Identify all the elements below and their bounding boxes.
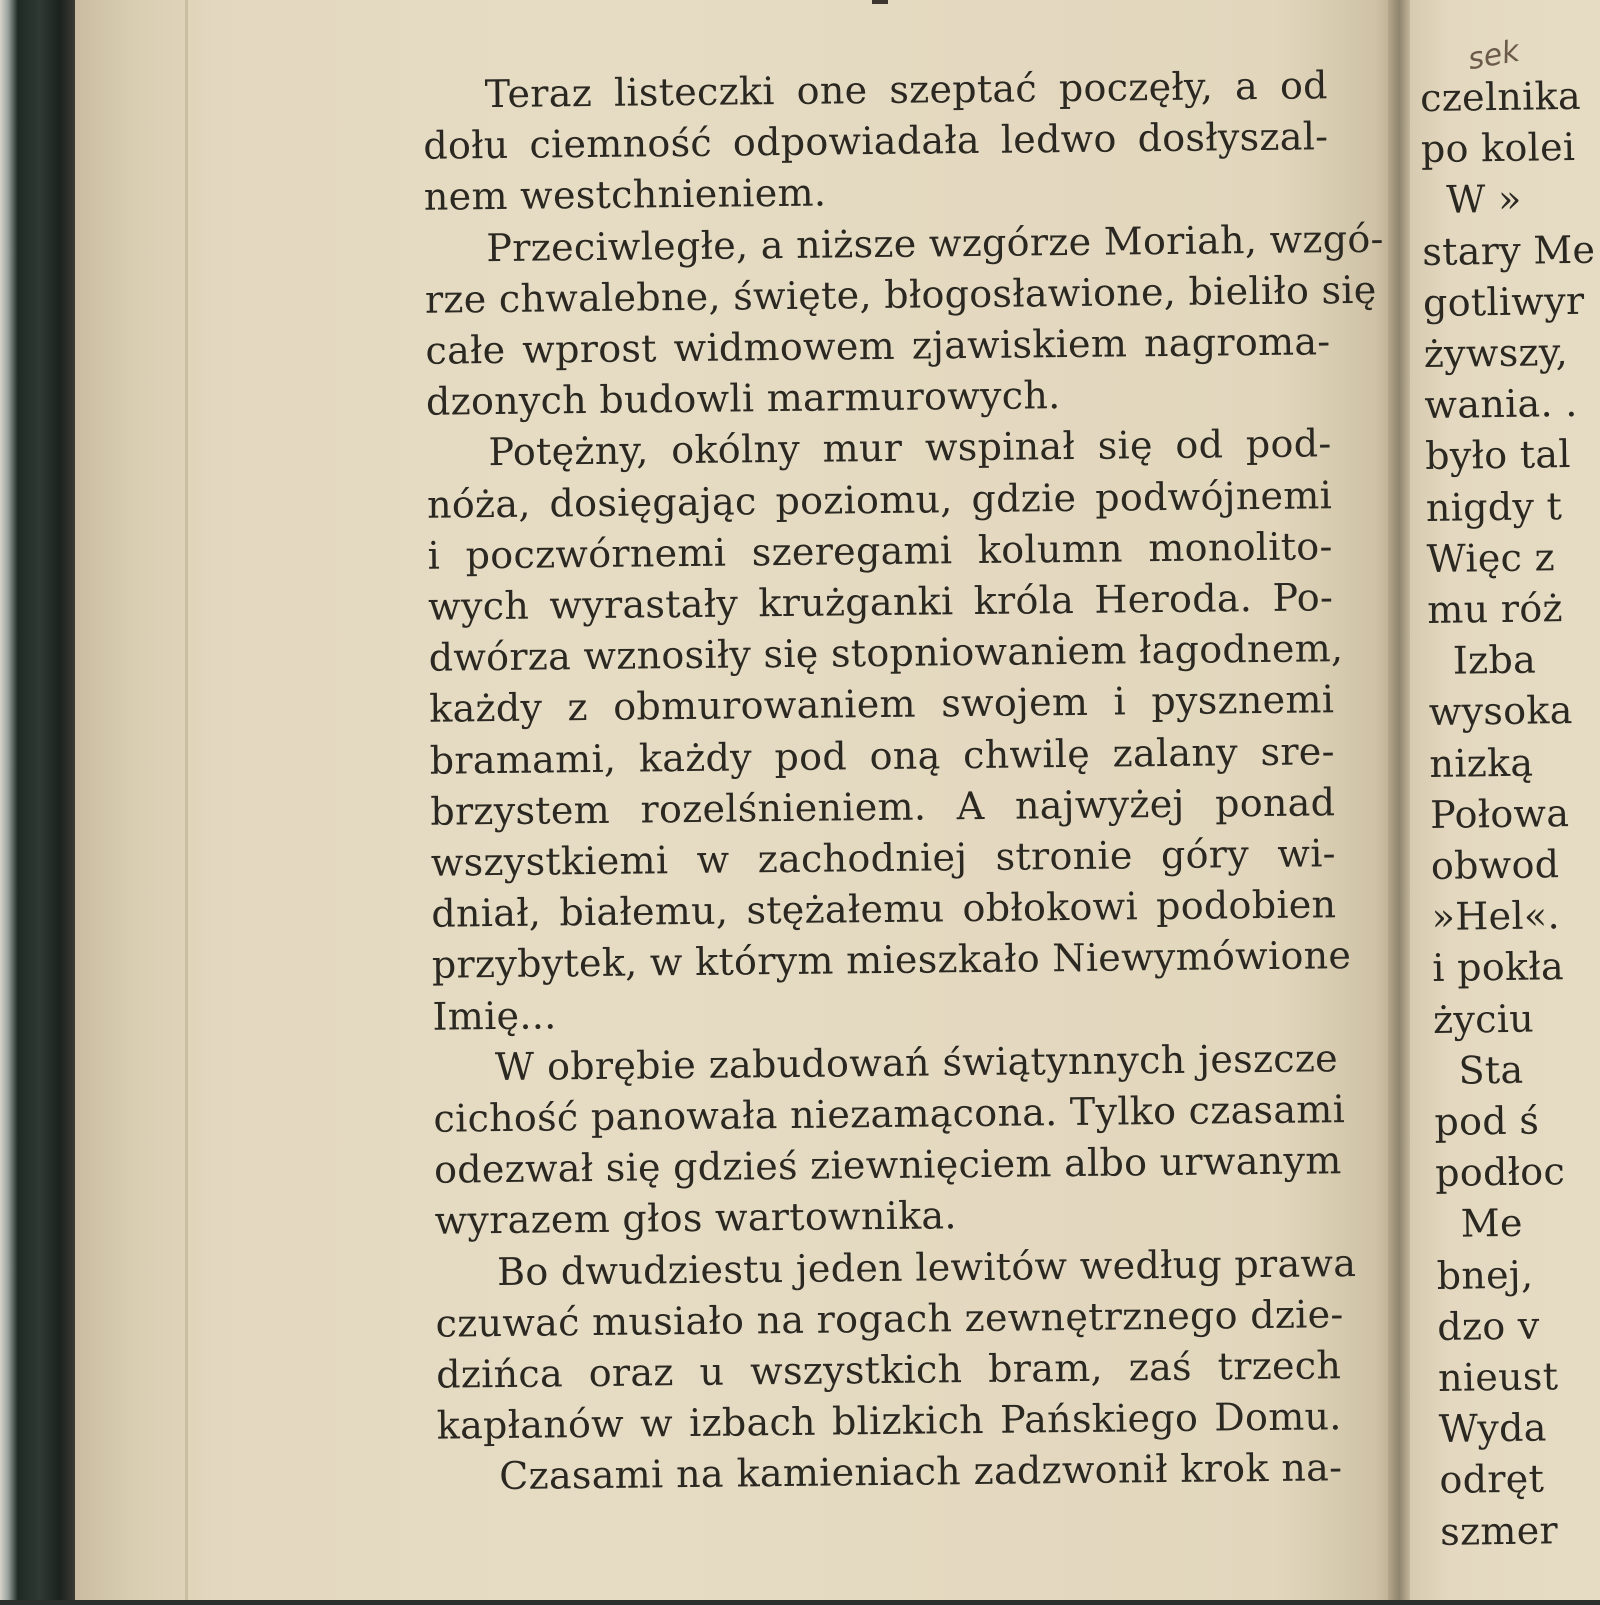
text-line: brzystem rozelśnieniem. A najwyżej ponad: [430, 780, 1336, 834]
text-line: bramami, każdy pod oną chwilę zalany sre-: [429, 728, 1335, 783]
text-line: kapłanów w izbach blizkich Pańskiego Domu.: [436, 1394, 1342, 1448]
handwritten-note: sek: [1465, 33, 1523, 78]
text-line: nóża, dosięgając poziomu, gdzie podwójnemi: [426, 472, 1333, 527]
facing-text-line: obwod: [1430, 842, 1560, 888]
facing-text-line: Izba: [1427, 637, 1537, 684]
facing-text-line: stary Me: [1422, 227, 1596, 274]
facing-text-line: dzo v: [1437, 1303, 1540, 1349]
text-line: wych wyrastały krużganki króla Heroda. Po-: [427, 575, 1334, 629]
text-line: całe wprost widmowem zjawiskiem nagroma-: [425, 319, 1331, 373]
text-line: każdy z obmurowaniem swojem i pysznemi: [429, 677, 1335, 732]
facing-text-line: czelnika: [1419, 73, 1582, 121]
facing-text-line: »Hel«.: [1431, 893, 1561, 940]
facing-text-line: wania. .: [1424, 381, 1578, 428]
facing-text-line: pod ś: [1434, 1098, 1540, 1144]
facing-page-text: [1419, 0, 1600, 1600]
book-gutter: [1388, 0, 1410, 1600]
facing-text-line: W »: [1421, 177, 1522, 223]
text-line: odezwał się gdzieś ziewnięciem albo urwanym: [433, 1138, 1342, 1192]
text-line: dzonych budowli marmurowych.: [425, 373, 1061, 424]
page-edge-line: [185, 0, 188, 1600]
facing-text-line: po kolei: [1420, 125, 1576, 172]
text-line: dniał, białemu, stężałemu obłokowi podobien: [431, 882, 1337, 936]
text-line: Teraz listeczki one szeptać poczęły, a od: [484, 63, 1328, 117]
text-line: Bo dwudziestu jeden lewitów według prawa: [496, 1240, 1357, 1294]
facing-text-line: Wyda: [1438, 1405, 1547, 1452]
facing-text-line: mu róż: [1427, 586, 1564, 633]
facing-text-line: bnej,: [1436, 1252, 1546, 1298]
text-line: dzińca oraz u wszystkich bram, zaś trzech: [435, 1343, 1342, 1397]
text-line: dwórza wznosiły się stopniowaniem łagodnem,: [428, 626, 1344, 680]
text-line: Potężny, okólny mur wspinał się od pod-: [488, 421, 1332, 475]
main-page-text: [422, 0, 1384, 1605]
text-line: dołu ciemność odpowiadała ledwo dosłyszal-: [423, 114, 1329, 168]
facing-text-line: nizką: [1429, 740, 1534, 786]
facing-text-line: nieust: [1437, 1354, 1559, 1400]
facing-text-line: wysoka: [1428, 688, 1573, 735]
text-line: W obrębie zabudowań świątynnych jeszcze: [494, 1036, 1339, 1089]
text-line: wszystkiemi w zachodniej stronie góry wi-: [430, 831, 1337, 885]
text-line: Czasami na kamieniach zadzwonił krok na-: [499, 1445, 1343, 1499]
text-line: i poczwórnemi szeregami kolumn monolito-: [427, 524, 1333, 578]
facing-text-line: podłoc: [1434, 1149, 1566, 1196]
facing-text-line: było tal: [1424, 432, 1572, 479]
facing-text-line: i pokła: [1432, 944, 1565, 991]
facing-text-line: żywszy,: [1423, 330, 1569, 377]
facing-text-line: gotliwyr: [1422, 278, 1585, 325]
facing-text-line: odręt: [1439, 1456, 1545, 1503]
text-line: nem westchnieniem.: [423, 170, 827, 220]
facing-text-line: nigdy t: [1425, 483, 1563, 530]
text-line: przybytek, w którym mieszkało Niewymówione: [431, 933, 1352, 988]
facing-text-line: życiu: [1432, 996, 1535, 1042]
text-line: Przeciwległe, a niższe wzgórze Moriah, wzgó-: [486, 216, 1384, 270]
book-binding: [0, 0, 75, 1600]
facing-text-line: Me: [1435, 1201, 1523, 1247]
text-line: wyrazem głos wartownika.: [434, 1193, 957, 1244]
facing-text-line: Sta: [1433, 1047, 1524, 1093]
text-line: cichość panowała niezamącona. Tylko czasami: [433, 1087, 1346, 1141]
facing-text-line: Więc z: [1426, 535, 1556, 581]
facing-text-line: szmer: [1439, 1507, 1559, 1554]
text-line: rze chwalebne, święte, błogosławione, bieliło się: [424, 267, 1377, 322]
text-line: Imię...: [432, 992, 557, 1039]
text-line: czuwać musiało na rogach zewnętrznego dzie-: [435, 1291, 1344, 1346]
facing-text-line: Połowa: [1429, 790, 1570, 837]
